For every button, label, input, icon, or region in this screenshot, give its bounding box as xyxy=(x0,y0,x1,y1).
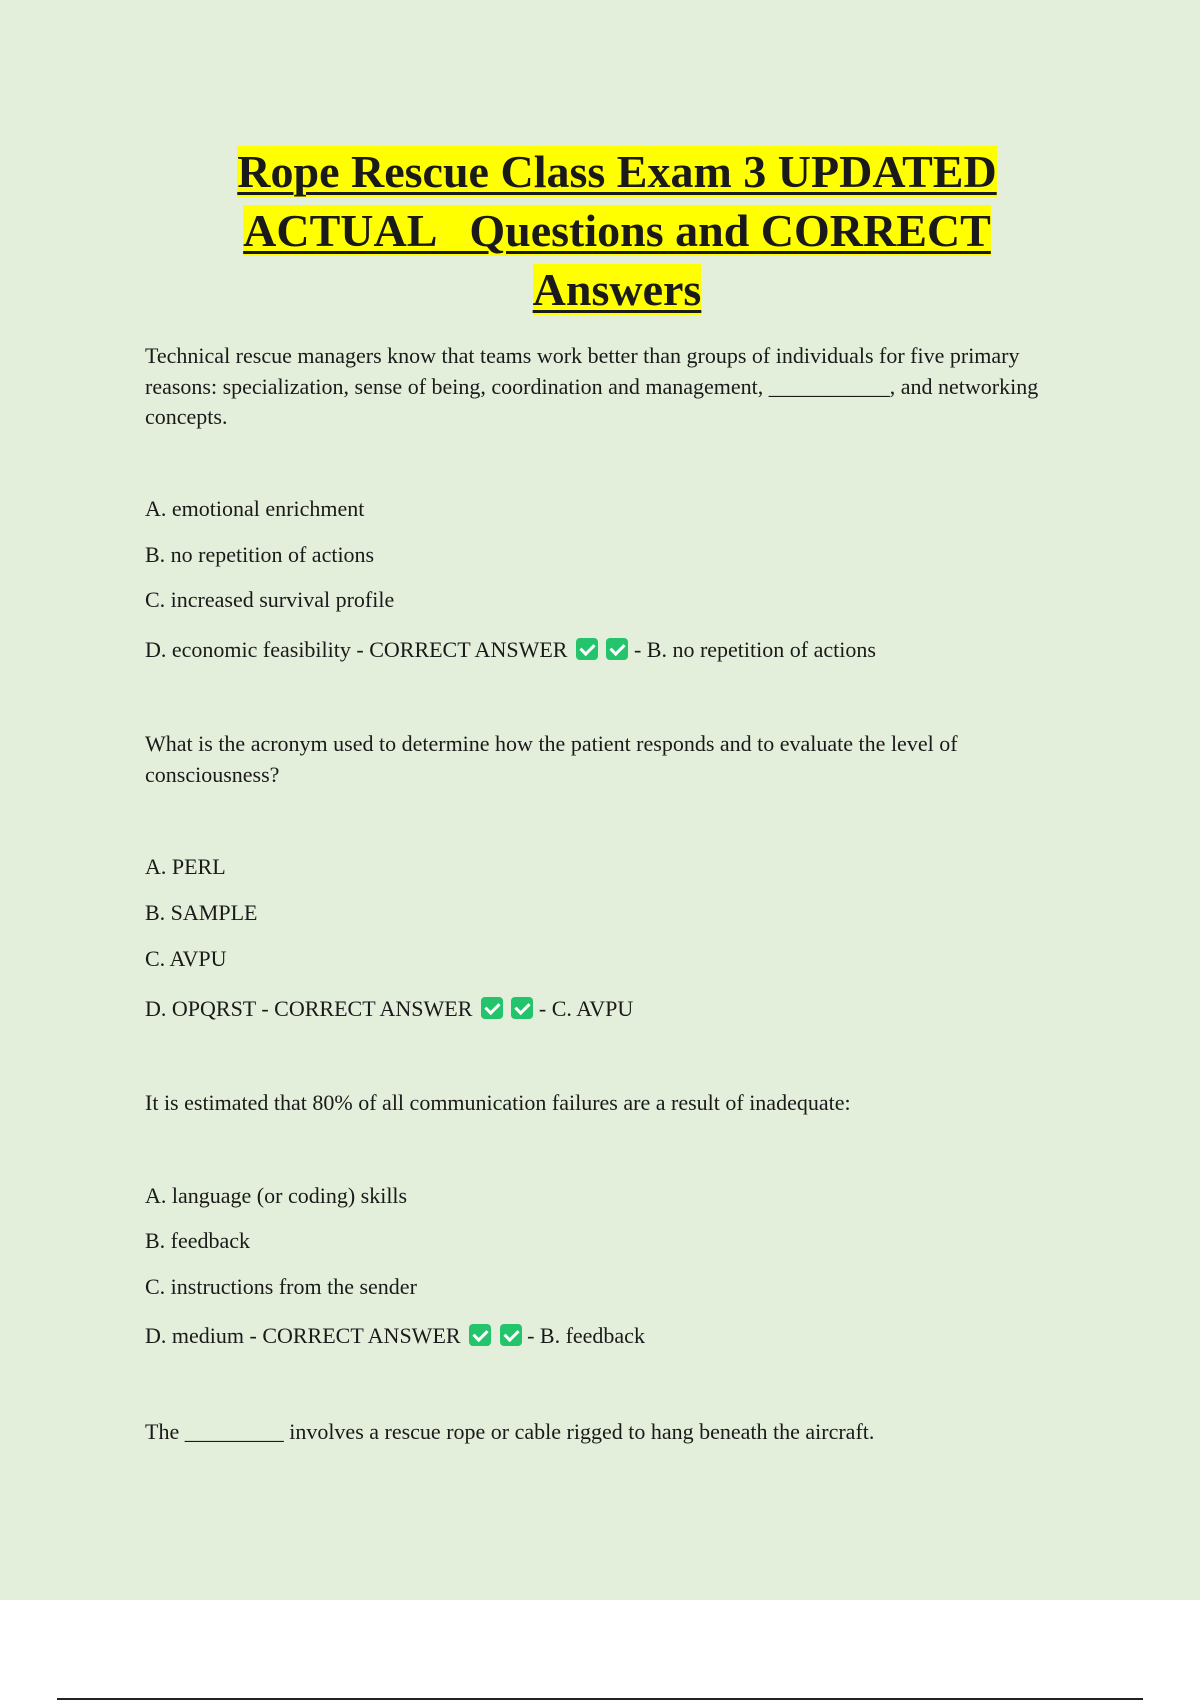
title-line-1: Rope Rescue Class Exam 3 UPDATED xyxy=(237,146,997,197)
question-1-option-d xyxy=(145,635,876,665)
question-1-option-b: B. no repetition of actions xyxy=(145,542,375,567)
question-2-option-c: C. AVPU xyxy=(145,946,227,971)
question-3-option-a: A. language (or coding) skills xyxy=(145,1183,408,1208)
question-3-option-c: C. instructions from the sender xyxy=(145,1274,417,1299)
question-3-option-b: B. feedback xyxy=(145,1228,251,1253)
question-2-answer: - C. AVPU xyxy=(538,996,634,1021)
title-line-3: Answers xyxy=(532,264,702,315)
question-3-answer: - B. feedback xyxy=(527,1323,645,1348)
check-box-icon xyxy=(606,638,628,660)
check-box-icon xyxy=(500,1324,522,1346)
question-2-text: What is the acronym used to determine how the patient responds and to evaluate the level of consciousness? xyxy=(145,731,958,787)
document-title xyxy=(120,142,1114,319)
question-2-option-d-label: D. OPQRST - CORRECT ANSWER xyxy=(145,996,473,1021)
check-box-icon xyxy=(469,1324,491,1346)
check-box-icon xyxy=(511,997,533,1019)
question-1-answer: - B. no repetition of actions xyxy=(633,637,876,662)
question-3-option-d-label: D. medium - CORRECT ANSWER xyxy=(145,1323,461,1348)
question-1-text: Technical rescue managers know that teams work better than groups of individuals for five primary reasons: specialization, sense of being, coordination and management, ___________, and networking concepts. xyxy=(145,343,1039,429)
question-1-option-d-label: D. economic feasibility - CORRECT ANSWER xyxy=(145,637,568,662)
question-1-option-a: A. emotional enrichment xyxy=(145,496,365,521)
question-3-option-d xyxy=(145,1321,645,1351)
question-1-option-c: C. increased survival profile xyxy=(145,587,395,612)
question-2-option-b: B. SAMPLE xyxy=(145,900,258,925)
title-line-2: ACTUAL Questions and CORRECT xyxy=(243,205,991,256)
question-2-option-d xyxy=(145,994,633,1024)
question-2-option-a: A. PERL xyxy=(145,854,226,879)
question-4-text: The _________ involves a rescue rope or cable rigged to hang beneath the aircraft. xyxy=(145,1419,875,1444)
check-box-icon xyxy=(576,638,598,660)
check-box-icon xyxy=(481,997,503,1019)
question-3-text: It is estimated that 80% of all communication failures are a result of inadequate: xyxy=(145,1090,851,1115)
